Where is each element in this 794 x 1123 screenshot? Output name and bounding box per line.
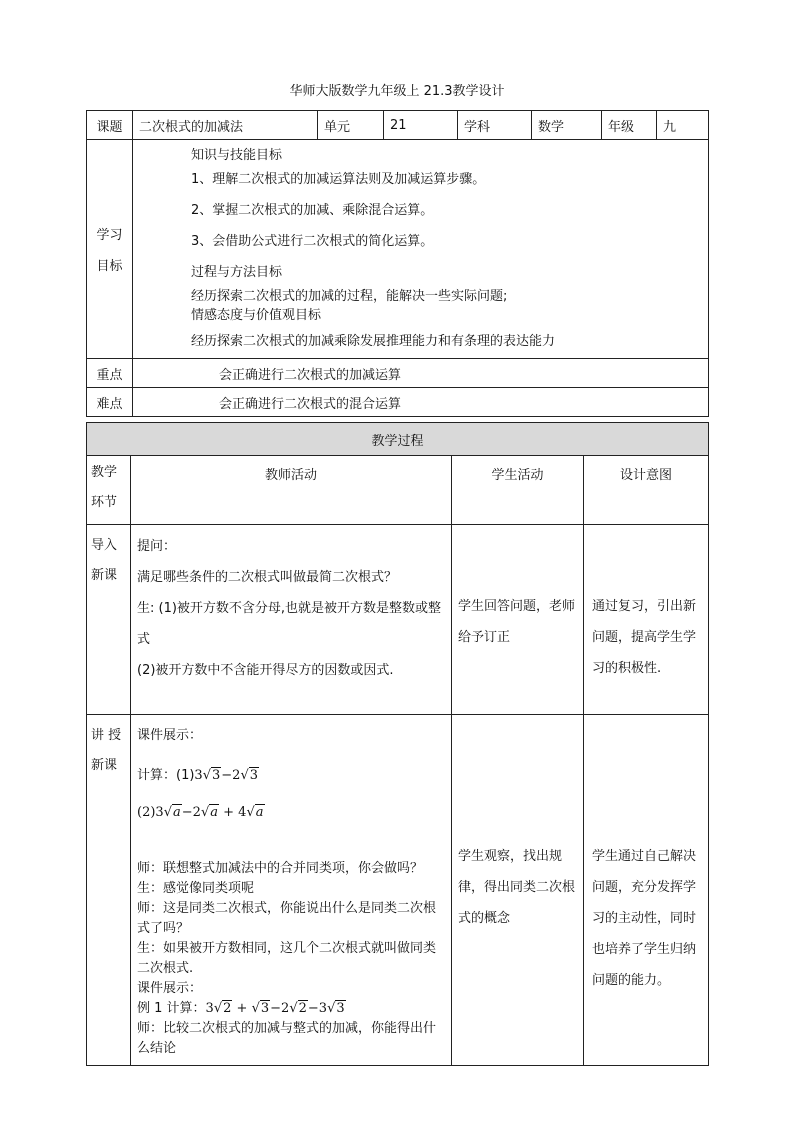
stage-header-line2: 环节 bbox=[91, 495, 118, 510]
goals-label bbox=[87, 140, 133, 359]
teacher-line: 师：比较二次根式的加减与整式的加减，你能得出什么结论 bbox=[137, 1021, 437, 1056]
teacher-line: 课件展示： bbox=[137, 728, 203, 743]
student-activity-cell: 学生回答问题，老师给予订正 bbox=[452, 525, 584, 715]
difficulty-label: 难点 bbox=[87, 388, 133, 417]
radicand: a bbox=[255, 805, 264, 820]
goal-line: 过程与方法目标 bbox=[191, 265, 283, 280]
goal-line: 经历探索二次根式的加减乘除发展推理能力和有条理的表达能力 bbox=[191, 334, 556, 349]
calc-label: 计算：(1) bbox=[137, 768, 195, 783]
sqrt-icon: √3 bbox=[327, 1001, 345, 1016]
key-point-text: 会正确进行二次根式的加减运算 bbox=[133, 359, 709, 388]
teacher-line: 师：这是同类二次根式，你能说出什么是同类二次根式了吗？ bbox=[137, 901, 437, 936]
teacher-line: 满足哪些条件的二次根式叫做最简二次根式？ bbox=[137, 570, 398, 585]
goals-label-line1: 学习 bbox=[96, 228, 123, 243]
intent-column-header: 设计意图 bbox=[584, 456, 709, 525]
goal-line: 知识与技能目标 bbox=[191, 148, 283, 163]
stage-header-line1: 教学 bbox=[91, 465, 118, 480]
teacher-activity-cell bbox=[131, 715, 452, 1066]
example-label: 例 1 计算： bbox=[137, 1001, 206, 1016]
math-expr bbox=[206, 1001, 346, 1016]
radicand: 2 bbox=[298, 1001, 307, 1016]
coef: 3 bbox=[194, 768, 203, 783]
sqrt-icon: √3 bbox=[240, 768, 259, 783]
info-row bbox=[87, 111, 709, 140]
teacher-line: 生：如果被开方数相同，这几个二次根式就叫做同类二次根式. bbox=[137, 941, 437, 976]
sqrt-icon: √a bbox=[163, 805, 181, 820]
operator: −2 bbox=[181, 805, 201, 820]
operator: −3 bbox=[307, 1001, 328, 1016]
teacher-activity-cell bbox=[131, 525, 452, 715]
grade-label: 年级 bbox=[602, 111, 657, 140]
stage-cell bbox=[87, 525, 131, 715]
radicand: 2 bbox=[223, 1001, 232, 1016]
goals-label-line2: 目标 bbox=[96, 259, 123, 274]
goal-line: 情感态度与价值观目标 bbox=[191, 308, 322, 323]
goal-line: 经历探索二次根式的加减的过程，能解决一些实际问题; bbox=[191, 289, 508, 304]
teacher-line: 生：感觉像同类项呢 bbox=[137, 881, 255, 896]
sqrt-icon: √2 bbox=[213, 1001, 232, 1016]
process-header: 教学过程 bbox=[87, 423, 709, 456]
calc-expression-2 bbox=[137, 803, 445, 859]
goal-line: 3、会借助公式进行二次根式的简化运算。 bbox=[191, 234, 434, 249]
table-row bbox=[87, 715, 709, 1066]
radicand: 3 bbox=[260, 1001, 270, 1016]
operator: + bbox=[232, 1001, 252, 1016]
teaching-process-table bbox=[86, 422, 709, 1066]
student-activity-cell: 学生观察，找出规律，得出同类二次根式的概念 bbox=[452, 715, 584, 1066]
column-header-row bbox=[87, 456, 709, 525]
calc-expression-1 bbox=[137, 761, 445, 803]
grade-value: 九 bbox=[657, 111, 709, 140]
radicand: 3 bbox=[212, 768, 221, 783]
student-column-header: 学生活动 bbox=[452, 456, 584, 525]
key-point-label: 重点 bbox=[87, 359, 133, 388]
sqrt-icon: √2 bbox=[289, 1001, 307, 1016]
goals-row bbox=[87, 140, 709, 359]
design-intent-cell: 学生通过自己解决问题，充分发挥学习的主动性，同时也培养了学生归纳问题的能力。 bbox=[584, 715, 709, 1066]
coef: 3 bbox=[155, 805, 164, 820]
table-row bbox=[87, 525, 709, 715]
lesson-info-table bbox=[86, 110, 709, 417]
radicand: 3 bbox=[336, 1001, 345, 1016]
teacher-line: 提问： bbox=[137, 539, 177, 554]
sqrt-icon: √3 bbox=[251, 1001, 270, 1016]
document-title: 华师大版数学九年级上 21.3教学设计 bbox=[289, 84, 505, 99]
stage-line2: 新课 bbox=[91, 568, 118, 583]
example-expression bbox=[137, 999, 445, 1019]
subject-label: 学科 bbox=[458, 111, 532, 140]
teacher-column-header: 教师活动 bbox=[131, 456, 452, 525]
stage-line2: 新课 bbox=[91, 758, 118, 773]
goal-line: 1、理解二次根式的加减运算法则及加减运算步骤。 bbox=[191, 172, 486, 187]
unit-label: 单元 bbox=[318, 111, 384, 140]
stage-column-header bbox=[87, 456, 131, 525]
coef: 3 bbox=[205, 1001, 214, 1016]
radicand: a bbox=[210, 805, 218, 820]
topic-label: 课题 bbox=[87, 111, 133, 140]
radicand: a bbox=[173, 805, 181, 820]
goal-line: 2、掌握二次根式的加减、乘除混合运算。 bbox=[191, 203, 434, 218]
difficulty-text: 会正确进行二次根式的混合运算 bbox=[133, 388, 709, 417]
math-expr bbox=[194, 768, 259, 783]
teacher-line: 师：联想整式加减法中的合并同类项，你会做吗？ bbox=[137, 861, 424, 876]
unit-value: 21 bbox=[384, 111, 458, 140]
goals-content bbox=[133, 140, 709, 359]
topic-value: 二次根式的加减法 bbox=[133, 111, 318, 140]
difficulty-row bbox=[87, 388, 709, 417]
operator: + 4 bbox=[223, 805, 247, 820]
radicand: 3 bbox=[249, 768, 259, 783]
stage-cell bbox=[87, 715, 131, 1066]
operator: −2 bbox=[221, 768, 241, 783]
teacher-line: 课件展示： bbox=[137, 981, 203, 996]
calc-label: (2) bbox=[137, 805, 156, 820]
design-intent-cell: 通过复习，引出新问题，提高学生学习的积极性. bbox=[584, 525, 709, 715]
teacher-line: 生: (1)被开方数不含分母,也就是被开方数是整数或整式 bbox=[137, 601, 442, 647]
sqrt-icon: √a bbox=[246, 805, 264, 820]
operator: −2 bbox=[270, 1001, 290, 1016]
stage-line1: 讲 授 bbox=[91, 728, 122, 743]
key-point-row bbox=[87, 359, 709, 388]
sqrt-icon: √a bbox=[200, 805, 218, 820]
subject-value: 数学 bbox=[532, 111, 602, 140]
stage-line1: 导入 bbox=[91, 538, 118, 553]
teacher-line: (2)被开方数中不含能开得尽方的因数或因式. bbox=[137, 663, 394, 678]
sqrt-icon: √3 bbox=[202, 768, 221, 783]
